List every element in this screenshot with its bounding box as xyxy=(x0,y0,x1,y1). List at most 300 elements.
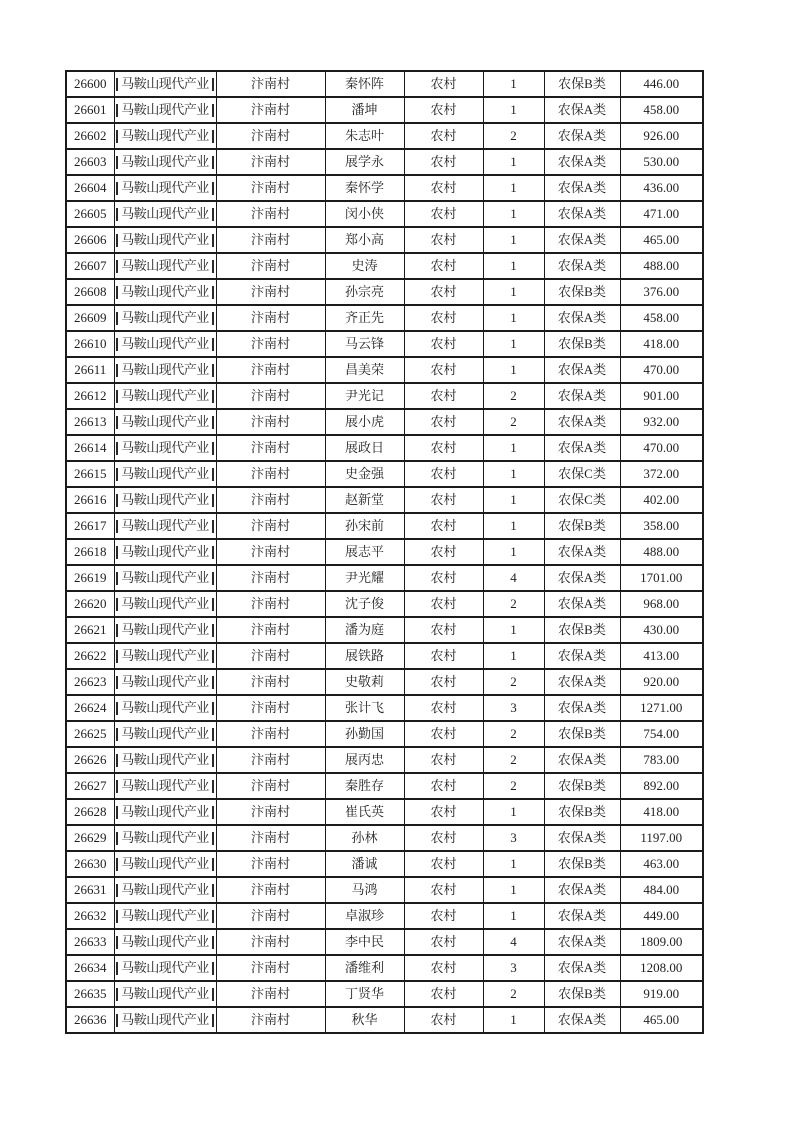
cell-amount xyxy=(620,253,703,279)
cell-village xyxy=(216,591,325,617)
village-text: 汴南村 xyxy=(250,232,290,247)
cell-residence-type xyxy=(404,409,483,435)
serial-number-text: 26612 xyxy=(74,388,107,403)
cell-residence-type xyxy=(404,201,483,227)
cell-amount xyxy=(620,175,703,201)
organization-text: 马鞍山现代产业 xyxy=(121,232,209,247)
person-count-text: 1 xyxy=(510,232,517,247)
cell-amount xyxy=(620,1007,703,1033)
clipped-char-fragment-left xyxy=(116,754,118,767)
insurance-category-text: 农保A类 xyxy=(557,440,607,455)
cell-amount xyxy=(620,669,703,695)
cell-organization xyxy=(114,799,216,825)
cell-insurance-category xyxy=(544,487,620,513)
cell-village xyxy=(216,435,325,461)
cell-residence-type xyxy=(404,903,483,929)
organization-clipped-wrap xyxy=(115,696,216,720)
table-row xyxy=(66,669,703,695)
person-name-text: 展铁路 xyxy=(344,648,384,663)
clipped-char-fragment-left xyxy=(116,1014,118,1027)
organization-clipped-wrap xyxy=(115,904,216,928)
serial-number-text: 26630 xyxy=(74,856,107,871)
organization-clipped-wrap xyxy=(115,176,216,200)
cell-insurance-category xyxy=(544,123,620,149)
insurance-category-text: 农保B类 xyxy=(558,76,606,91)
cell-person-name xyxy=(325,877,404,903)
cell-amount xyxy=(620,331,703,357)
clipped-char-fragment-right xyxy=(212,364,214,377)
residence-type-text: 农村 xyxy=(430,440,457,455)
clipped-char-fragment-right xyxy=(212,546,214,559)
person-name-text: 尹光记 xyxy=(344,388,384,403)
cell-insurance-category xyxy=(544,799,620,825)
organization-text: 马鞍山现代产业 xyxy=(121,102,209,117)
person-count-text: 1 xyxy=(510,518,517,533)
serial-number-text: 26624 xyxy=(74,700,107,715)
cell-person-count xyxy=(483,955,544,981)
clipped-char-fragment-left xyxy=(116,936,118,949)
organization-clipped-wrap xyxy=(115,852,216,876)
cell-residence-type xyxy=(404,227,483,253)
serial-number-text: 26605 xyxy=(74,206,107,221)
village-text: 汴南村 xyxy=(250,856,290,871)
amount-text: 1197.00 xyxy=(640,830,683,845)
person-name-text: 潘坤 xyxy=(351,102,378,117)
cell-serial-number xyxy=(66,253,114,279)
person-count-text: 1 xyxy=(510,258,517,273)
cell-amount xyxy=(620,929,703,955)
cell-amount xyxy=(620,487,703,513)
clipped-char-fragment-left xyxy=(116,702,118,715)
amount-text: 968.00 xyxy=(643,596,680,611)
clipped-char-fragment-left xyxy=(116,234,118,247)
cell-residence-type xyxy=(404,565,483,591)
cell-insurance-category xyxy=(544,175,620,201)
cell-person-name xyxy=(325,383,404,409)
cell-residence-type xyxy=(404,539,483,565)
clipped-char-fragment-left xyxy=(116,832,118,845)
clipped-char-fragment-left xyxy=(116,390,118,403)
cell-person-name xyxy=(325,565,404,591)
cell-person-count xyxy=(483,539,544,565)
cell-serial-number xyxy=(66,149,114,175)
clipped-char-fragment-left xyxy=(116,442,118,455)
clipped-char-fragment-right xyxy=(212,988,214,1001)
cell-village xyxy=(216,955,325,981)
clipped-char-fragment-right xyxy=(212,572,214,585)
cell-insurance-category xyxy=(544,877,620,903)
cell-organization xyxy=(114,201,216,227)
amount-text: 920.00 xyxy=(643,674,680,689)
cell-person-name xyxy=(325,747,404,773)
cell-organization xyxy=(114,617,216,643)
cell-village xyxy=(216,825,325,851)
serial-number-text: 26615 xyxy=(74,466,107,481)
village-text: 汴南村 xyxy=(250,674,290,689)
insurance-category-text: 农保A类 xyxy=(557,102,607,117)
insurance-category-text: 农保A类 xyxy=(557,362,607,377)
cell-amount xyxy=(620,825,703,851)
cell-organization xyxy=(114,123,216,149)
person-name-text: 李中民 xyxy=(344,934,384,949)
cell-serial-number xyxy=(66,175,114,201)
cell-residence-type xyxy=(404,773,483,799)
cell-person-count xyxy=(483,279,544,305)
cell-person-name xyxy=(325,539,404,565)
cell-residence-type xyxy=(404,851,483,877)
person-count-text: 2 xyxy=(510,388,517,403)
organization-text: 马鞍山现代产业 xyxy=(121,882,209,897)
serial-number-text: 26604 xyxy=(74,180,107,195)
cell-person-name xyxy=(325,71,404,97)
clipped-char-fragment-right xyxy=(212,338,214,351)
insurance-category-text: 农保A类 xyxy=(557,1012,607,1027)
amount-text: 1809.00 xyxy=(640,934,683,949)
organization-text: 马鞍山现代产业 xyxy=(121,856,209,871)
cell-serial-number xyxy=(66,435,114,461)
amount-text: 470.00 xyxy=(643,440,680,455)
person-name-text: 展丙忠 xyxy=(344,752,384,767)
insurance-category-text: 农保A类 xyxy=(557,700,607,715)
organization-clipped-wrap xyxy=(115,410,216,434)
cell-organization xyxy=(114,747,216,773)
clipped-char-fragment-left xyxy=(116,598,118,611)
person-name-text: 孙宗亮 xyxy=(344,284,384,299)
person-name-text: 潘维利 xyxy=(344,960,384,975)
insurance-category-text: 农保A类 xyxy=(557,258,607,273)
cell-amount xyxy=(620,227,703,253)
cell-serial-number xyxy=(66,955,114,981)
person-count-text: 3 xyxy=(510,700,517,715)
clipped-char-fragment-left xyxy=(116,338,118,351)
cell-person-count xyxy=(483,97,544,123)
residence-type-text: 农村 xyxy=(430,778,457,793)
cell-serial-number xyxy=(66,929,114,955)
table-row xyxy=(66,643,703,669)
serial-number-text: 26610 xyxy=(74,336,107,351)
clipped-char-fragment-right xyxy=(212,442,214,455)
clipped-char-fragment-right xyxy=(212,286,214,299)
cell-serial-number xyxy=(66,227,114,253)
residence-type-text: 农村 xyxy=(430,674,457,689)
organization-text: 马鞍山现代产业 xyxy=(121,414,209,429)
cell-person-count xyxy=(483,773,544,799)
person-name-text: 潘诚 xyxy=(351,856,378,871)
residence-type-text: 农村 xyxy=(430,544,457,559)
residence-type-text: 农村 xyxy=(430,804,457,819)
village-text: 汴南村 xyxy=(250,154,290,169)
organization-clipped-wrap xyxy=(115,150,216,174)
residence-type-text: 农村 xyxy=(430,284,457,299)
cell-person-name xyxy=(325,435,404,461)
table-row xyxy=(66,435,703,461)
cell-serial-number xyxy=(66,1007,114,1033)
organization-clipped-wrap xyxy=(115,1008,216,1032)
person-name-text: 秦胜存 xyxy=(344,778,384,793)
person-count-text: 1 xyxy=(510,206,517,221)
clipped-char-fragment-right xyxy=(212,962,214,975)
organization-text: 马鞍山现代产业 xyxy=(121,518,209,533)
organization-text: 马鞍山现代产业 xyxy=(121,440,209,455)
cell-residence-type xyxy=(404,305,483,331)
cell-village xyxy=(216,383,325,409)
person-name-text: 孙林 xyxy=(351,830,378,845)
cell-residence-type xyxy=(404,799,483,825)
organization-clipped-wrap xyxy=(115,670,216,694)
organization-clipped-wrap xyxy=(115,800,216,824)
insurance-category-text: 农保B类 xyxy=(558,622,606,637)
cell-insurance-category xyxy=(544,695,620,721)
residence-type-text: 农村 xyxy=(430,856,457,871)
person-count-text: 2 xyxy=(510,128,517,143)
residence-type-text: 农村 xyxy=(430,414,457,429)
person-name-text: 孙宋前 xyxy=(344,518,384,533)
cell-serial-number xyxy=(66,409,114,435)
person-count-text: 4 xyxy=(510,570,517,585)
cell-residence-type xyxy=(404,669,483,695)
organization-text: 马鞍山现代产业 xyxy=(121,674,209,689)
cell-organization xyxy=(114,253,216,279)
cell-village xyxy=(216,331,325,357)
cell-amount xyxy=(620,201,703,227)
cell-residence-type xyxy=(404,123,483,149)
cell-serial-number xyxy=(66,617,114,643)
cell-insurance-category xyxy=(544,279,620,305)
cell-serial-number xyxy=(66,903,114,929)
clipped-char-fragment-right xyxy=(212,130,214,143)
cell-person-count xyxy=(483,123,544,149)
cell-organization xyxy=(114,903,216,929)
table-row xyxy=(66,981,703,1007)
organization-clipped-wrap xyxy=(115,618,216,642)
organization-text: 马鞍山现代产业 xyxy=(121,622,209,637)
cell-amount xyxy=(620,435,703,461)
cell-person-name xyxy=(325,201,404,227)
cell-residence-type xyxy=(404,877,483,903)
table-row xyxy=(66,97,703,123)
serial-number-text: 26617 xyxy=(74,518,107,533)
organization-clipped-wrap xyxy=(115,254,216,278)
cell-amount xyxy=(620,591,703,617)
person-count-text: 1 xyxy=(510,362,517,377)
person-count-text: 1 xyxy=(510,908,517,923)
cell-organization xyxy=(114,825,216,851)
cell-insurance-category xyxy=(544,253,620,279)
person-count-text: 1 xyxy=(510,648,517,663)
organization-text: 马鞍山现代产业 xyxy=(121,362,209,377)
cell-serial-number xyxy=(66,357,114,383)
serial-number-text: 26619 xyxy=(74,570,107,585)
table-row xyxy=(66,591,703,617)
clipped-char-fragment-left xyxy=(116,728,118,741)
cell-insurance-category xyxy=(544,825,620,851)
village-text: 汴南村 xyxy=(250,570,290,585)
cell-insurance-category xyxy=(544,669,620,695)
person-count-text: 1 xyxy=(510,440,517,455)
person-name-text: 展小虎 xyxy=(344,414,384,429)
cell-person-count xyxy=(483,71,544,97)
amount-text: 919.00 xyxy=(643,986,680,1001)
cell-residence-type xyxy=(404,71,483,97)
amount-text: 754.00 xyxy=(643,726,680,741)
cell-insurance-category xyxy=(544,903,620,929)
village-text: 汴南村 xyxy=(250,830,290,845)
organization-text: 马鞍山现代产业 xyxy=(121,1012,209,1027)
person-count-text: 2 xyxy=(510,986,517,1001)
cell-village xyxy=(216,929,325,955)
residence-type-text: 农村 xyxy=(430,310,457,325)
clipped-char-fragment-right xyxy=(212,468,214,481)
table-row xyxy=(66,929,703,955)
clipped-char-fragment-right xyxy=(212,234,214,247)
village-text: 汴南村 xyxy=(250,102,290,117)
table-row xyxy=(66,305,703,331)
cell-amount xyxy=(620,565,703,591)
cell-amount xyxy=(620,747,703,773)
cell-person-name xyxy=(325,305,404,331)
cell-residence-type xyxy=(404,513,483,539)
cell-organization xyxy=(114,851,216,877)
person-name-text: 史敬莉 xyxy=(344,674,384,689)
table-row xyxy=(66,539,703,565)
cell-village xyxy=(216,461,325,487)
cell-village xyxy=(216,695,325,721)
cell-person-name xyxy=(325,929,404,955)
cell-person-name xyxy=(325,851,404,877)
cell-person-count xyxy=(483,357,544,383)
cell-person-count xyxy=(483,799,544,825)
residence-type-text: 农村 xyxy=(430,518,457,533)
residence-type-text: 农村 xyxy=(430,336,457,351)
person-count-text: 1 xyxy=(510,856,517,871)
cell-village xyxy=(216,71,325,97)
organization-text: 马鞍山现代产业 xyxy=(121,492,209,507)
cell-insurance-category xyxy=(544,565,620,591)
table-row xyxy=(66,279,703,305)
person-count-text: 1 xyxy=(510,492,517,507)
serial-number-text: 26601 xyxy=(74,102,107,117)
cell-person-name xyxy=(325,1007,404,1033)
amount-text: 932.00 xyxy=(643,414,680,429)
cell-serial-number xyxy=(66,97,114,123)
insurance-category-text: 农保A类 xyxy=(557,544,607,559)
residence-type-text: 农村 xyxy=(430,128,457,143)
cell-amount xyxy=(620,97,703,123)
serial-number-text: 26614 xyxy=(74,440,107,455)
organization-clipped-wrap xyxy=(115,774,216,798)
person-name-text: 丁贤华 xyxy=(344,986,384,1001)
cell-amount xyxy=(620,903,703,929)
cell-person-count xyxy=(483,565,544,591)
insurance-category-text: 农保B类 xyxy=(558,518,606,533)
cell-person-count xyxy=(483,669,544,695)
insurance-category-text: 农保B类 xyxy=(558,726,606,741)
residence-type-text: 农村 xyxy=(430,76,457,91)
amount-text: 458.00 xyxy=(643,102,680,117)
cell-insurance-category xyxy=(544,149,620,175)
cell-person-count xyxy=(483,721,544,747)
residence-type-text: 农村 xyxy=(430,154,457,169)
clipped-char-fragment-left xyxy=(116,78,118,91)
cell-organization xyxy=(114,669,216,695)
person-count-text: 2 xyxy=(510,778,517,793)
person-name-text: 秦怀学 xyxy=(344,180,384,195)
insurance-category-text: 农保A类 xyxy=(557,310,607,325)
cell-person-count xyxy=(483,747,544,773)
insurance-category-text: 农保A类 xyxy=(557,596,607,611)
insurance-category-text: 农保A类 xyxy=(557,388,607,403)
serial-number-text: 26632 xyxy=(74,908,107,923)
clipped-char-fragment-right xyxy=(212,1014,214,1027)
organization-clipped-wrap xyxy=(115,332,216,356)
clipped-char-fragment-right xyxy=(212,832,214,845)
cell-village xyxy=(216,279,325,305)
cell-person-name xyxy=(325,123,404,149)
cell-village xyxy=(216,565,325,591)
organization-clipped-wrap xyxy=(115,956,216,980)
person-count-text: 1 xyxy=(510,102,517,117)
cell-person-count xyxy=(483,331,544,357)
cell-organization xyxy=(114,305,216,331)
cell-insurance-category xyxy=(544,409,620,435)
organization-text: 马鞍山现代产业 xyxy=(121,258,209,273)
cell-person-name xyxy=(325,357,404,383)
cell-amount xyxy=(620,617,703,643)
amount-text: 465.00 xyxy=(643,1012,680,1027)
insurance-category-text: 农保A类 xyxy=(557,648,607,663)
amount-text: 463.00 xyxy=(643,856,680,871)
cell-village xyxy=(216,877,325,903)
village-text: 汴南村 xyxy=(250,466,290,481)
cell-person-name xyxy=(325,331,404,357)
cell-residence-type xyxy=(404,929,483,955)
organization-clipped-wrap xyxy=(115,644,216,668)
cell-residence-type xyxy=(404,643,483,669)
clipped-char-fragment-right xyxy=(212,858,214,871)
cell-person-name xyxy=(325,175,404,201)
cell-organization xyxy=(114,643,216,669)
cell-residence-type xyxy=(404,331,483,357)
cell-amount xyxy=(620,799,703,825)
insurance-category-text: 农保B类 xyxy=(558,804,606,819)
village-text: 汴南村 xyxy=(250,986,290,1001)
cell-person-name xyxy=(325,461,404,487)
cell-serial-number xyxy=(66,669,114,695)
person-count-text: 1 xyxy=(510,466,517,481)
cell-organization xyxy=(114,513,216,539)
organization-text: 马鞍山现代产业 xyxy=(121,206,209,221)
cell-serial-number xyxy=(66,539,114,565)
person-name-text: 卓淑珍 xyxy=(344,908,384,923)
clipped-char-fragment-right xyxy=(212,910,214,923)
cell-organization xyxy=(114,955,216,981)
amount-text: 458.00 xyxy=(643,310,680,325)
cell-serial-number xyxy=(66,851,114,877)
person-count-text: 2 xyxy=(510,752,517,767)
clipped-char-fragment-right xyxy=(212,780,214,793)
table-row xyxy=(66,825,703,851)
residence-type-text: 农村 xyxy=(430,466,457,481)
amount-text: 449.00 xyxy=(643,908,680,923)
serial-number-text: 26628 xyxy=(74,804,107,819)
village-text: 汴南村 xyxy=(250,882,290,897)
cell-person-count xyxy=(483,851,544,877)
cell-insurance-category xyxy=(544,357,620,383)
village-text: 汴南村 xyxy=(250,804,290,819)
cell-organization xyxy=(114,461,216,487)
table-row xyxy=(66,851,703,877)
person-name-text: 沈子俊 xyxy=(344,596,384,611)
